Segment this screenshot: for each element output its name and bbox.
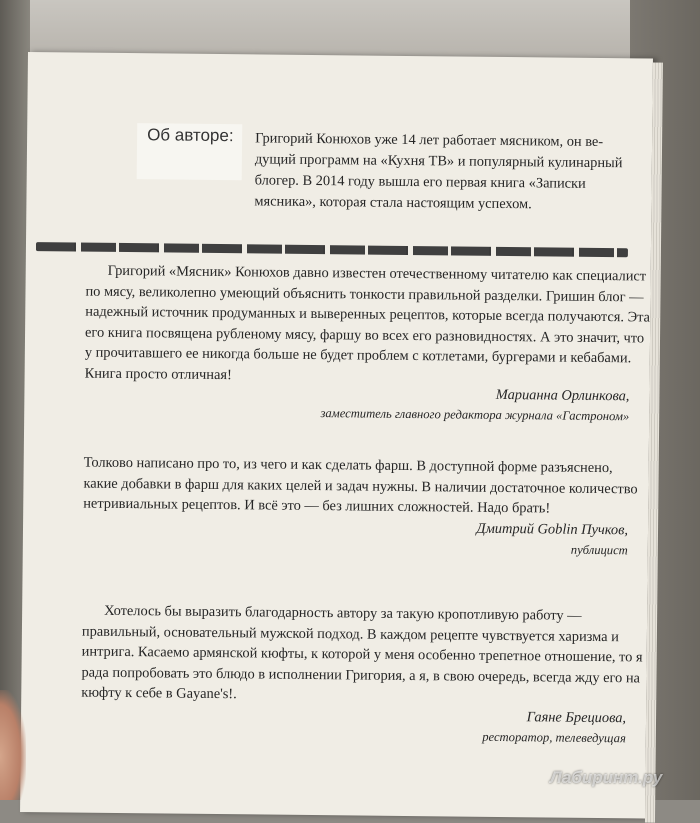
review-author: Дмитрий Goblin Пучков, [476,520,629,539]
review-line: Толково написано про то, из чего и как сделать фарш. В доступной форме разъяснено, [83,454,613,477]
review-signature [482,707,626,749]
review-author-role: публицист [570,542,628,558]
review-author: Гаяне Брециова, [526,709,627,727]
hand-holding-book [0,690,26,800]
about-line: мясника», которая стала настоящим успехом. [254,193,532,213]
about-author-label: Об авторе: [137,123,243,180]
about-author-text [254,128,625,216]
review-line: по мясу, великолепно умеющий объяснить тонкости правильной разделки. Гришин блог — [85,283,644,305]
review-author-role: ресторатор, телеведущая [482,729,626,746]
about-line: Григорий Конюхов уже 14 лет работает мясником, он ве- [255,130,604,151]
review-line: Книга просто отличная! [84,365,232,383]
review-line: Григорий «Мясник» Конюхов давно известен отечественному читателю как специалист [107,262,647,285]
review-text [81,601,643,709]
review-line: кюфту к себе в Gayane's!. [81,684,237,703]
review-line: его книга посвящена рубленому мясу, фаршу во всех его разновидностях. А это значит, что [84,324,645,346]
review-line: интрига. Касаемо армянской кюфты, к которой у меня особенно трепетное отношение, то я [81,643,643,666]
review-text [84,261,651,390]
watermark: Лабиринт.ру [550,768,663,787]
about-line: блогер. В 2014 году вышла его первая книга «Записки [254,172,586,192]
review-line: надежный источник продуманных и выверенных рецептов, которые всегда получаются. Эта [85,303,651,326]
review-signature [476,519,628,561]
background-wall [0,0,700,60]
review-text [83,453,638,520]
review-author-role: заместитель главного редактора журнала «Гастроном» [320,406,630,424]
review-line: нетривиальных рецептов. И всё это — без лишних сложностей. Надо брать! [83,495,551,517]
review-line: какие добавки в фарш для каких целей и задач нужны. В наличии достаточное количество [83,475,638,497]
about-line: дущий программ на «Кухня ТВ» и популярный кулинарный [254,151,623,172]
review-line: правильный, основательный мужской подход. В каждом рецепте чувствуется харизма и [81,623,619,645]
review-author: Марианна Орлинкова, [495,386,630,405]
review-line: Хотелось бы выразить благодарность автору за такую кропотливую работу — [104,602,582,624]
review-signature [320,383,629,426]
review-line: у прочитавшего ее никогда больше не будет проблем с котлетами, бургерами и кебабами. [84,344,632,367]
review-line: рада попробовать это блюдо в исполнении Григория, а я, в свою очередь, всегда жду его на [81,664,641,686]
book-back-cover [20,52,653,819]
divider-stripe [36,242,628,257]
